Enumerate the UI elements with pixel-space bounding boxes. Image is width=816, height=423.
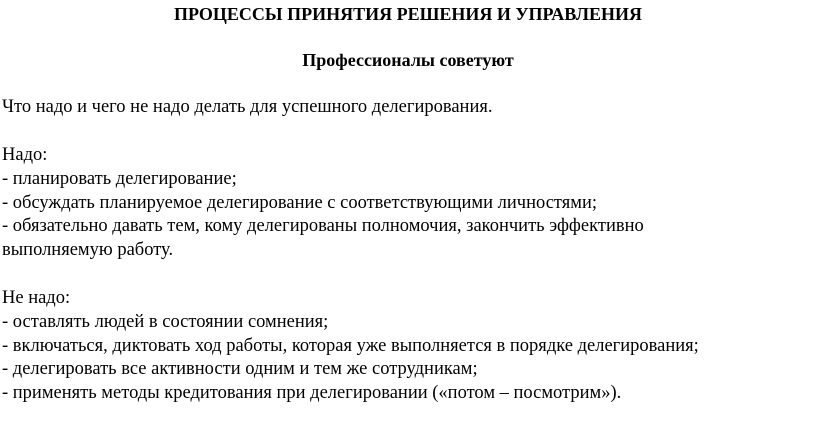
- do-item: - планировать делегирование;: [2, 169, 237, 189]
- do-item-continuation: выполняемую работу.: [2, 240, 174, 260]
- document-title: ПРОЦЕССЫ ПРИНЯТИЯ РЕШЕНИЯ И УПРАВЛЕНИЯ: [174, 4, 642, 24]
- dont-item: - оставлять людей в состоянии сомнения;: [2, 312, 329, 332]
- intro-text: Что надо и чего не надо делать для успешного делегирования.: [2, 97, 493, 117]
- dont-item: - делегировать все активности одним и тем же сотрудникам;: [2, 359, 478, 379]
- dont-heading: Не надо:: [2, 288, 71, 308]
- dont-item: - включаться, диктовать ход работы, которая уже выполняется в порядке делегирования;: [2, 336, 699, 356]
- dont-item: - применять методы кредитования при делегировании («потом – посмотрим»).: [2, 383, 622, 403]
- document-subtitle: Профессионалы советуют: [302, 50, 514, 70]
- do-heading: Надо:: [2, 145, 48, 165]
- do-item: - обсуждать планируемое делегирование с соответствующими личностями;: [2, 193, 598, 213]
- do-item: - обязательно давать тем, кому делегированы полномочия, закончить эффективно: [2, 216, 644, 236]
